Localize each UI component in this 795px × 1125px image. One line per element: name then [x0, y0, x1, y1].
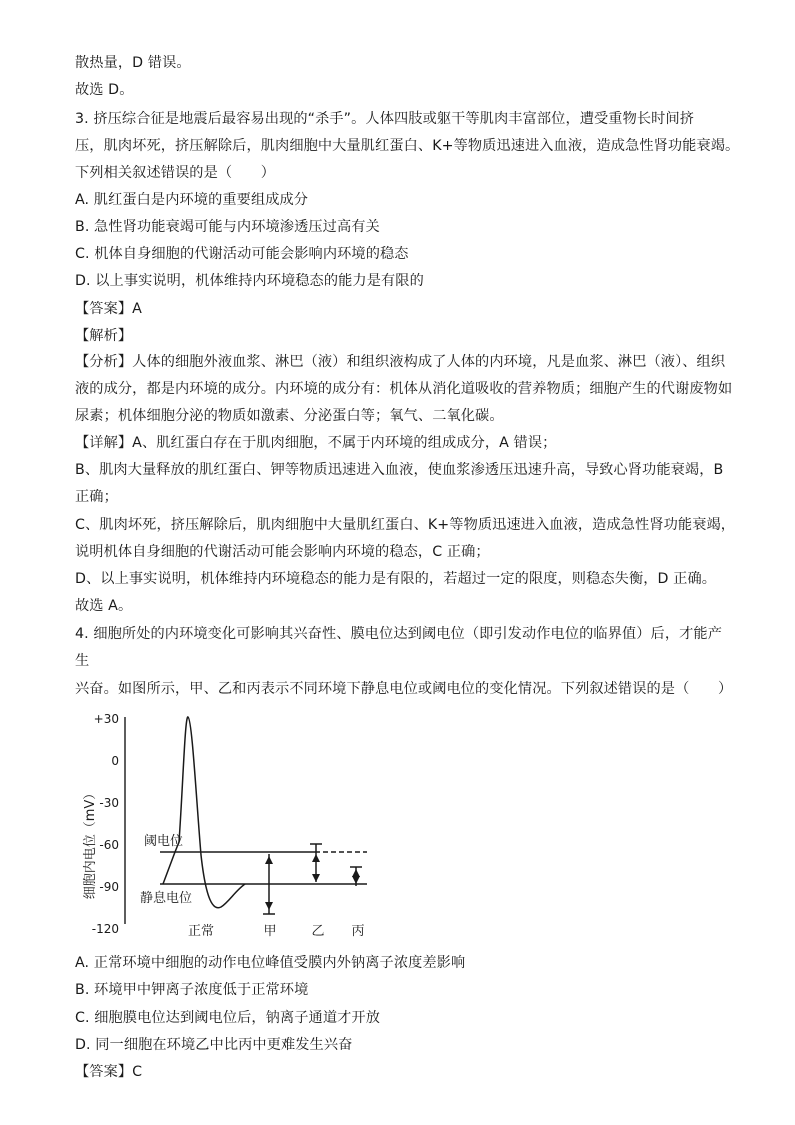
x-category-label: 丙 — [351, 924, 365, 939]
text-line: 【答案】A — [75, 301, 142, 317]
text-line: D. 同一细胞在环境乙中比丙中更难发生兴奋 — [75, 1037, 353, 1053]
y-tick-label: -30 — [99, 796, 119, 810]
text-line: 尿素；机体细胞分泌的物质如激素、分泌蛋白等；氧气、二氧化碳。 — [75, 408, 504, 424]
y-tick-label: -90 — [99, 880, 119, 894]
threshold-label: 阈电位 — [144, 834, 184, 849]
text-line: 故选 A。 — [75, 598, 133, 614]
text-line: 正确； — [75, 489, 118, 505]
text-line: 下列相关叙述错误的是（ ） — [75, 165, 276, 181]
text-line: D. 以上事实说明，机体维持内环境稳态的能力是有限的 — [75, 273, 424, 289]
x-category-label: 乙 — [311, 924, 325, 939]
action-potential-curve — [163, 717, 245, 908]
text-line: C. 机体自身细胞的代谢活动可能会影响内环境的稳态 — [75, 246, 409, 262]
text-line: 散热量，D 错误。 — [75, 55, 191, 71]
text-line: B. 环境甲中钾离子浓度低于正常环境 — [75, 982, 309, 998]
text-line: 【解析】 — [75, 328, 133, 344]
text-line: 压，肌肉坏死，挤压解除后，肌肉细胞中大量肌红蛋白、K+等物质迅速进入血液，造成急性肾功能衰竭。 — [75, 138, 740, 154]
text-line: C、肌肉坏死，挤压解除后，肌肉细胞中大量肌红蛋白、K+等物质迅速进入血液，造成急性肾功能衰竭， — [75, 517, 736, 533]
y-tick-label: +30 — [93, 712, 119, 726]
text-line: 生 — [75, 653, 90, 669]
text-line: 故选 D。 — [75, 82, 134, 98]
text-line: 兴奋。如图所示，甲、乙和丙表示不同环境下静息电位或阈电位的变化情况。下列叙述错误的是（ ） — [75, 681, 733, 697]
text-line: 说明机体自身细胞的代谢活动可能会影响内环境的稳态，C 正确； — [75, 544, 490, 560]
text-line: B. 急性肾功能衰竭可能与内环境渗透压过高有关 — [75, 219, 380, 235]
y-tick-label: -60 — [99, 838, 119, 852]
text-line: D、以上事实说明，机体维持内环境稳态的能力是有限的，若超过一定的限度，则稳态失衡，D 正确。 — [75, 571, 717, 587]
text-line: 【答案】C — [75, 1064, 143, 1080]
text-line: A. 肌红蛋白是内环境的重要组成成分 — [75, 192, 309, 208]
text-line: B、肌肉大量释放的肌红蛋白、钾等物质迅速进入血液，使血浆渗透压迅速升高，导致心肾功能衰竭，B — [75, 462, 724, 478]
y-tick-label: 0 — [111, 754, 119, 768]
text-line: 3. 挤压综合征是地震后最容易出现的“杀手”。人体四肢或躯干等肌肉丰富部位，遭受重物长时间挤 — [75, 111, 695, 127]
x-category-label: 甲 — [263, 924, 277, 939]
y-tick-label: -120 — [91, 922, 119, 936]
text-line: 液的成分，都是内环境的成分。内环境的成分有：机体从消化道吸收的营养物质；细胞产生的代谢废物如 — [75, 381, 733, 397]
membrane-potential-figure — [75, 705, 385, 945]
resting-label: 静息电位 — [140, 891, 193, 906]
text-line: 【详解】A、肌红蛋白存在于肌肉细胞，不属于内环境的组成成分，A 错误； — [75, 435, 557, 451]
x-category-label: 正常 — [187, 924, 215, 939]
text-line: 4. 细胞所处的内环境变化可影响其兴奋性、膜电位达到阈电位（即引发动作电位的临界值）后，才能产 — [75, 626, 722, 642]
text-line: A. 正常环境中细胞的动作电位峰值受膜内外钠离子浓度差影响 — [75, 955, 466, 971]
text-line: 【分析】人体的细胞外液血浆、淋巴（液）和组织液构成了人体的内环境，凡是血浆、淋巴（液）、组织 — [75, 354, 726, 370]
y-axis-label: 细胞内电位（mV） — [83, 786, 98, 900]
text-line: C. 细胞膜电位达到阈电位后，钠离子通道才开放 — [75, 1010, 380, 1026]
